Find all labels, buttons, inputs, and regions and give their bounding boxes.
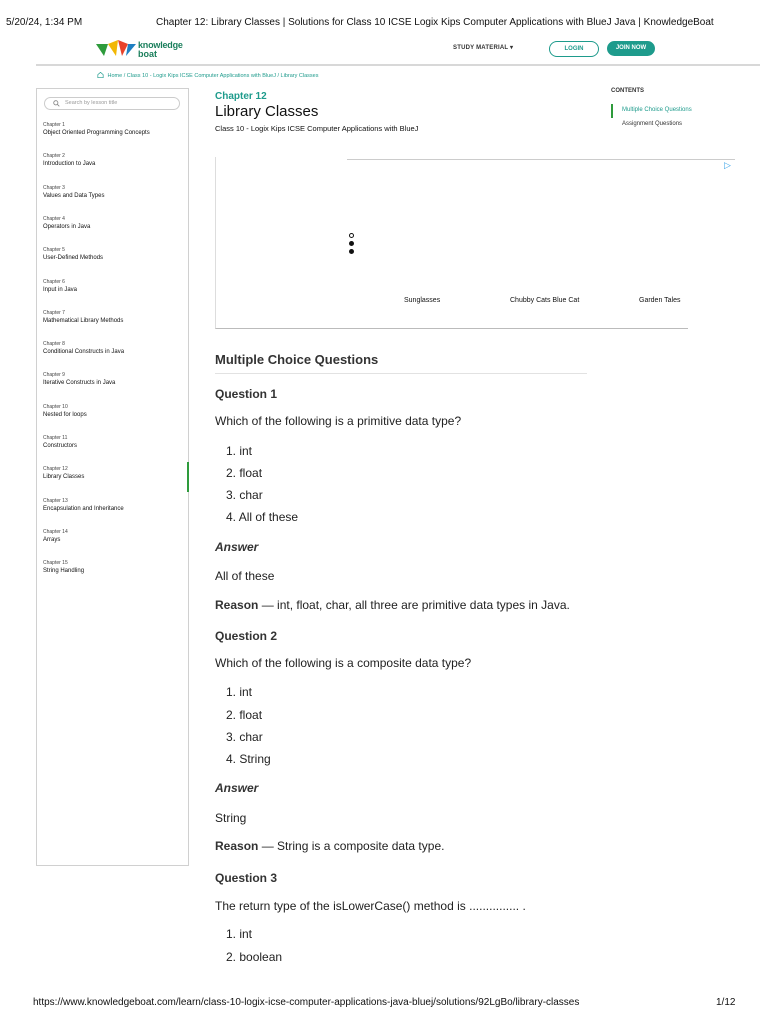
question-2-option-2: 2. float [226,708,263,722]
study-material-menu[interactable]: STUDY MATERIAL ▾ [453,45,514,51]
sidebar-chapter-12[interactable] [43,466,183,480]
question-1-title: Question 1 [215,387,278,401]
question-1-answer-label: Answer [215,540,259,554]
sidebar-chapter-1[interactable] [43,122,183,136]
search-icon [53,100,60,107]
site-logo[interactable] [96,38,196,60]
toc-item-mcq[interactable]: Multiple Choice Questions [622,107,692,113]
print-datetime: 5/20/24, 1:34 PM [6,17,83,28]
toc-active-indicator [611,104,613,118]
chapter-number: Chapter 10 [43,403,68,410]
chapter-title: Operators in Java [43,223,91,230]
sidebar-chapter-6[interactable] [43,279,183,293]
ad-choices-icon[interactable]: ▷ [724,160,731,170]
sidebar-chapter-5[interactable] [43,247,183,261]
chapter-title: Constructors [43,443,78,449]
section-divider [215,373,587,374]
chapter-number: Chapter 5 [43,247,65,254]
lesson-search-input[interactable] [44,97,180,110]
login-button[interactable]: LOGIN [549,41,599,57]
chapter-title: Library Classes [43,474,85,481]
contents-heading: CONTENTS [611,88,644,94]
question-2-text: Which of the following is a composite data type? [215,656,472,670]
sidebar-chapter-4[interactable] [43,216,183,230]
search-placeholder: Search by lesson title [65,100,118,106]
chapter-number: Chapter 7 [43,309,65,316]
chapter-number: Chapter 13 [43,497,68,504]
chapter-number: Chapter 4 [43,215,65,222]
print-document-title: Chapter 12: Library Classes | Solutions for Class 10 ICSE Logix Kips Computer Applications with BlueJ Java | KnowledgeBoat [156,17,714,28]
chapter-number: Chapter 3 [43,184,65,191]
breadcrumb-text[interactable]: Home / Class 10 - Logix Kips ICSE Computer Applications with BlueJ / Library Classes [107,73,319,79]
home-icon [97,72,104,78]
question-1-text: Which of the following is a primitive data type? [215,414,462,428]
question-2-answer-label: Answer [215,781,259,795]
chapter-number: Chapter 1 [43,122,65,128]
sidebar-chapter-13[interactable] [43,498,183,512]
active-chapter-indicator [187,462,189,492]
print-url: https://www.knowledgeboat.com/learn/class-10-logix-icse-computer-applications-java-bluej/solutions/92LgBo/library-classes [33,997,580,1008]
question-1-option-1: 1. int [226,444,253,458]
sidebar-chapter-3[interactable] [43,185,183,199]
chapter-title: User-Defined Methods [43,255,104,262]
chapter-title: Mathematical Library Methods [43,317,124,324]
ad-divider [347,159,735,160]
sidebar-chapter-8[interactable] [43,341,183,355]
toc-item-assignment[interactable]: Assignment Questions [622,121,683,127]
sidebar-chapter-2[interactable] [43,153,183,167]
question-3-title: Question 3 [215,871,278,885]
chapter-number: Chapter 15 [43,560,68,567]
chapter-title: Conditional Constructs in Java [43,349,125,356]
sidebar-chapter-9[interactable] [43,372,183,386]
ad-more-icon[interactable] [349,233,355,257]
question-2-option-3: 3. char [226,730,263,744]
chapter-title: Input in Java [43,286,78,293]
chapter-title: Arrays [43,536,61,543]
chapter-number: Chapter 6 [43,278,65,285]
question-1-option-4: 4. All of these [226,510,299,524]
section-heading: Multiple Choice Questions [215,352,379,367]
logo-text-line2: boat [138,49,157,59]
chapter-title: Nested for loops [43,411,87,418]
chapter-number: Chapter 12 [43,466,68,473]
question-1-option-3: 3. char [226,488,263,502]
join-now-button[interactable]: JOIN NOW [607,41,655,56]
question-3-text: The return type of the isLowerCase() method is ............... . [215,899,526,913]
question-2-answer: String [215,811,247,825]
question-2-option-1: 1. int [226,685,253,699]
chapter-title: Introduction to Java [43,161,96,168]
question-1-option-2: 2. float [226,466,263,480]
chapter-title: Object Oriented Programming Concepts [43,130,150,136]
chapter-number: Chapter 14 [43,528,68,535]
sidebar-chapter-7[interactable] [43,310,183,324]
ad-label-garden-tales[interactable]: Garden Tales [639,297,681,304]
chapter-title: String Handling [43,568,85,575]
question-2-reason: Reason — String is a composite data type. [215,839,445,853]
sidebar-chapter-10[interactable] [43,404,183,418]
question-1-answer: All of these [215,569,275,583]
print-page-number: 1/12 [716,997,736,1008]
sidebar-chapter-14[interactable] [43,529,183,543]
advertisement-box[interactable] [215,157,688,329]
logo-text-line1: knowledge [138,40,183,50]
chapter-title: Iterative Constructs in Java [43,380,116,387]
chapter-number: Chapter 8 [43,341,65,348]
ad-label-sunglasses[interactable]: Sunglasses [404,297,441,304]
sidebar-chapter-15[interactable] [43,560,183,574]
logo-boat-icon [96,38,136,60]
question-3-option-2: 2. boolean [226,950,283,964]
chapter-number: Chapter 9 [43,372,65,379]
question-3-option-1: 1. int [226,927,253,941]
chapter-number: Chapter 11 [43,435,68,441]
chapter-number: Chapter 2 [43,153,65,160]
chapter-label: Chapter 12 [215,91,267,102]
question-2-option-4: 4. String [226,752,271,766]
chapter-title: Values and Data Types [43,192,105,199]
breadcrumb[interactable] [97,72,318,79]
question-1-reason: Reason — int, float, char, all three are primitive data types in Java. [215,598,570,612]
page-subtitle: Class 10 - Logix Kips ICSE Computer Applications with BlueJ [215,124,419,133]
sidebar-chapter-11[interactable] [43,435,183,449]
ad-label-chubby-cats[interactable]: Chubby Cats Blue Cat [510,297,580,304]
page-title: Library Classes [215,103,319,120]
question-2-title: Question 2 [215,629,278,643]
chapter-title: Encapsulation and Inheritance [43,505,124,512]
